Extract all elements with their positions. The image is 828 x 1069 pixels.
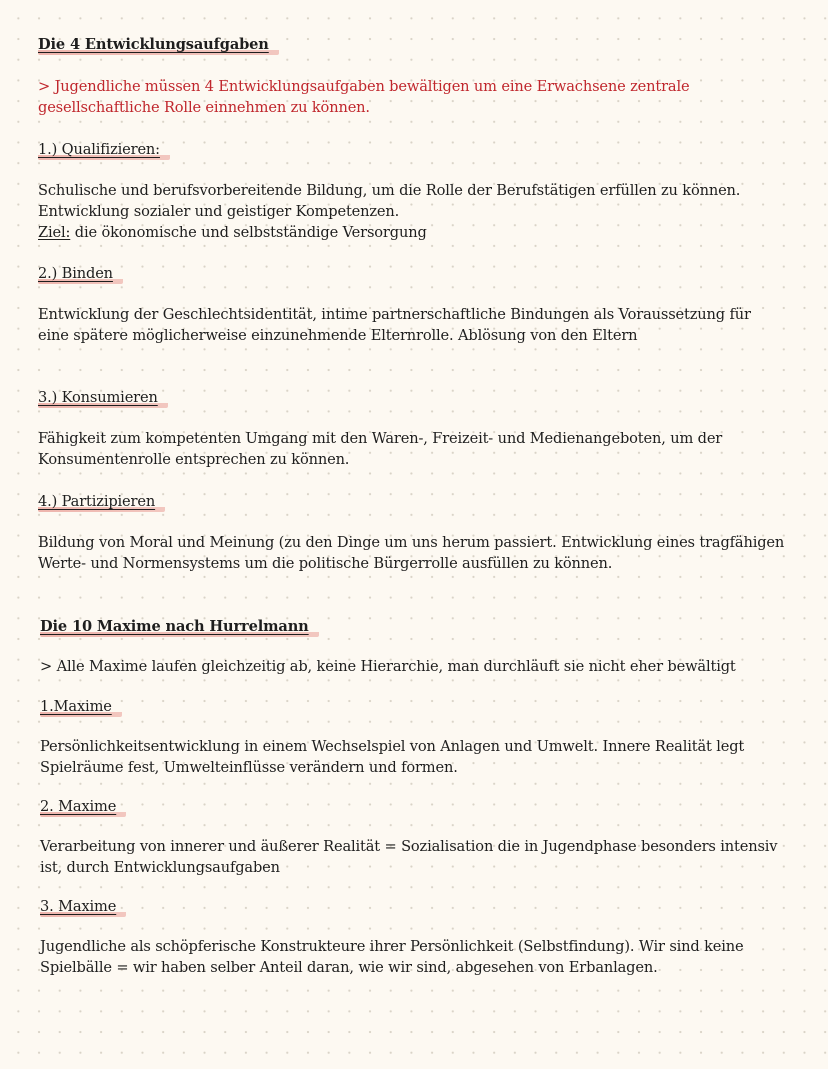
task3-body	[38, 428, 798, 470]
task1-goal-label: Ziel:	[38, 224, 71, 241]
task1-heading: 1.) Qualifizieren:	[38, 139, 170, 160]
section1-intro-text: > Jugendliche müssen 4 Entwicklungsaufgaben bewältigen um eine Erwachsene zentrale gesellschaftliche Rolle einnehmen zu können.	[38, 78, 690, 116]
section1-intro	[38, 76, 798, 118]
maxim3-heading-block	[40, 896, 820, 917]
maxim2-body	[40, 836, 800, 878]
task2-heading: 2.) Binden	[38, 263, 123, 284]
task2-body-text: Entwicklung der Geschlechtsidentität, intime partnerschaftliche Bindungen als Voraussetzung für eine spätere möglicherweise einzunehmende Elternrolle. Ablösung von den Eltern	[38, 306, 751, 344]
task1-goal	[38, 222, 778, 243]
maxim2-heading: 2. Maxime	[40, 796, 126, 817]
task3-heading: 3.) Konsumieren	[38, 387, 168, 408]
maxim3-body-text: Jugendliche als schöpferische Konstrukteure ihrer Persönlichkeit (Selbstfindung). Wir sind keine Spielbälle = wir haben selber Anteil daran, wie wir sind, abgesehen von Erbanlagen.	[40, 938, 744, 976]
maxim1-heading-block	[40, 696, 820, 717]
maxim3-heading: 3. Maxime	[40, 896, 126, 917]
maxim2-heading-block	[40, 796, 820, 817]
task4-body	[38, 532, 788, 574]
task3-heading-block	[38, 387, 818, 408]
task1-goal-text: die ökonomische und selbstständige Versorgung	[70, 224, 427, 241]
task2-heading-block	[38, 263, 818, 284]
section1-title: Die 4 Entwicklungsaufgaben	[38, 34, 279, 55]
task1-body-text: Schulische und berufsvorbereitende Bildung, um die Rolle der Berufstätigen erfüllen zu können. Entwicklung sozialer und geistiger Kompetenzen.	[38, 182, 741, 220]
section2-title-block	[40, 616, 820, 637]
maxim1-body	[40, 736, 800, 778]
task1-body	[38, 180, 778, 243]
maxim1-body-text: Persönlichkeitsentwicklung in einem Wechselspiel von Anlagen und Umwelt. Innere Realität legt Spielräume fest, Umwelteinflüsse verändern und formen.	[40, 738, 745, 776]
section2-title: Die 10 Maxime nach Hurrelmann	[40, 616, 319, 637]
maxim1-heading: 1.Maxime	[40, 696, 122, 717]
task4-heading: 4.) Partizipieren	[38, 491, 165, 512]
maxim3-body	[40, 936, 800, 978]
maxim2-body-text: Verarbeitung von innerer und äußerer Realität = Sozialisation die in Jugendphase besonders intensiv ist, durch Entwicklungsaufgaben	[40, 838, 778, 876]
task4-heading-block	[38, 491, 818, 512]
section2-intro-text: > Alle Maxime laufen gleichzeitig ab, keine Hierarchie, man durchläuft sie nicht eher bewältigt	[40, 658, 736, 675]
task3-body-text: Fähigkeit zum kompetenten Umgang mit den Waren-, Freizeit- und Medienangeboten, um der Konsumentenrolle entsprechen zu können.	[38, 430, 723, 468]
task4-body-text: Bildung von Moral und Meinung (zu den Dinge um uns herum passiert. Entwicklung eines tragfähigen Werte- und Normensystems um die politische Bürgerrolle ausfüllen zu können.	[38, 534, 785, 572]
task2-body	[38, 304, 783, 346]
task1-heading-block	[38, 139, 818, 160]
section1-title-block	[38, 34, 818, 55]
section2-intro	[40, 656, 820, 677]
